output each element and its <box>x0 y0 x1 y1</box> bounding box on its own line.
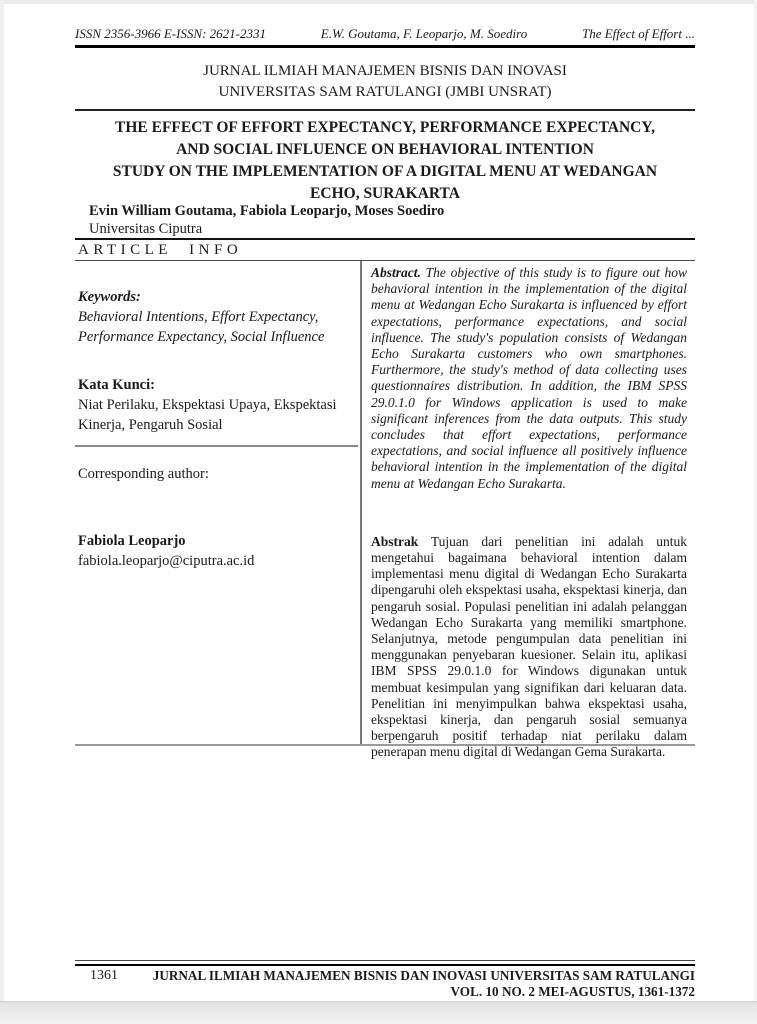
info-column-divider-rule <box>75 445 358 447</box>
running-title-text: The Effect of Effort ... <box>581 26 695 41</box>
authors-short-text: E.W. Goutama, F. Leoparjo, M. Soediro <box>320 26 528 41</box>
abstract-column <box>362 261 695 760</box>
abstract-indonesian <box>371 534 687 761</box>
author-names: Evin William Goutama, Fabiola Leoparjo, Moses Soediro <box>89 203 445 219</box>
journal-name-line1: JURNAL ILMIAH MANAJEMEN BISNIS DAN INOVASI <box>203 63 567 79</box>
viewer-bottom-band <box>0 1001 757 1024</box>
article-title <box>75 117 695 205</box>
footer-journal-line: JURNAL ILMIAH MANAJEMEN BISNIS DAN INOVASI UNIVERSITAS SAM RATULANGI <box>152 968 695 983</box>
corresponding-author-email: fabiola.leoparjo@ciputra.ac.id <box>78 553 255 569</box>
corresponding-author-name: Fabiola Leoparjo <box>78 533 186 549</box>
abstract-english <box>371 265 687 492</box>
issn-text: ISSN 2356-3966 E-ISSN: 2621-2331 <box>75 26 267 41</box>
title-line: ECHO, SURAKARTA <box>310 185 460 202</box>
abstract-english-text: The objective of this study is to figure out how behavioral intention in the implementation of the digital menu at Wedangan Echo Surakarta is influenced by effort expectations, performance expectations, and social influence. The study's population consists of Wedangan Echo Surakarta customers who own smartphones. Furthermore, the study's method of data collecting uses questionnaires distribution. In addition, the IBM SPSS 29.0.1.0 for Windows application is used to make significant inferences from the data outputs. This study concludes that effort expectations, performance expectations, and social influence all positively influence behavioral intention in the implementation of the digital menu at Wedangan Echo Surakarta. <box>371 265 687 491</box>
page-footer <box>75 968 695 1000</box>
header-rule <box>75 45 695 48</box>
title-line: THE EFFECT OF EFFORT EXPECTANCY, PERFORMANCE EXPECTANCY, <box>115 119 655 136</box>
abstract-english-label: Abstract. <box>371 265 421 280</box>
affiliation-rule <box>75 238 695 240</box>
page-number: 1361 <box>90 968 118 983</box>
journal-name-line2: UNIVERSITAS SAM RATULANGI (JMBI UNSRAT) <box>218 84 552 100</box>
title-line: STUDY ON THE IMPLEMENTATION OF A DIGITAL MENU AT WEDANGAN <box>112 163 658 180</box>
kata-kunci-text: Niat Perilaku, Ekspektasi Upaya, Ekspektasi Kinerja, Pengaruh Sosial <box>78 397 337 433</box>
page-edge-left <box>0 0 4 1024</box>
info-column <box>75 261 360 744</box>
title-line: AND SOCIAL INFLUENCE ON BEHAVIORAL INTENTION <box>176 141 594 158</box>
article-info-heading: ARTICLE INFO <box>78 242 243 258</box>
footer-journal-info <box>147 968 695 1000</box>
footer-rule-heavy <box>75 964 695 967</box>
abstract-indonesian-label: Abstrak <box>371 533 419 549</box>
keywords-label: Keywords: <box>78 289 141 305</box>
footer-volume-line: VOL. 10 NO. 2 MEI-AGUSTUS, 1361-1372 <box>450 984 695 999</box>
running-header <box>75 26 695 42</box>
article-info-table <box>75 260 695 760</box>
footer-rule-thin <box>75 960 695 961</box>
kata-kunci-label: Kata Kunci: <box>78 377 155 393</box>
masthead-rule <box>75 109 695 111</box>
abstract-indonesian-text: Tujuan dari penelitian ini adalah untuk mengetahui bagaimana behavioral intention dalam implementasi menu digital di Wedangan Echo Surakarta dipengaruhi oleh ekspektasi usaha, ekspektasi kinerja, dan pengaruh sosial. Populasi penelitian ini adalah pelanggan Wedangan Echo Surakarta yang memiliki smartphone. Selanjutnya, metode pengumpulan data penelitian ini menggunakan penyebaran kuesioner. Selain itu, aplikasi IBM SPSS 29.0.1.0 for Windows digunakan untuk membuat kesimpulan yang signifikan dari keluaran data. Penelitian ini menyimpulkan bahwa ekspektasi usaha, ekspektasi kinerja, dan pengaruh sosial semuanya berpengaruh positif terhadap niat perilaku dalam penerapan menu digital di Wedangan Gema Surakarta. <box>371 533 687 760</box>
corresponding-author-label: Corresponding author: <box>78 466 209 482</box>
page-edge-top <box>0 0 757 4</box>
author-affiliation: Universitas Ciputra <box>89 221 203 237</box>
keywords-text: Behavioral Intentions, Effort Expectancy, Performance Expectancy, Social Influence <box>78 309 325 345</box>
journal-masthead <box>75 61 695 103</box>
